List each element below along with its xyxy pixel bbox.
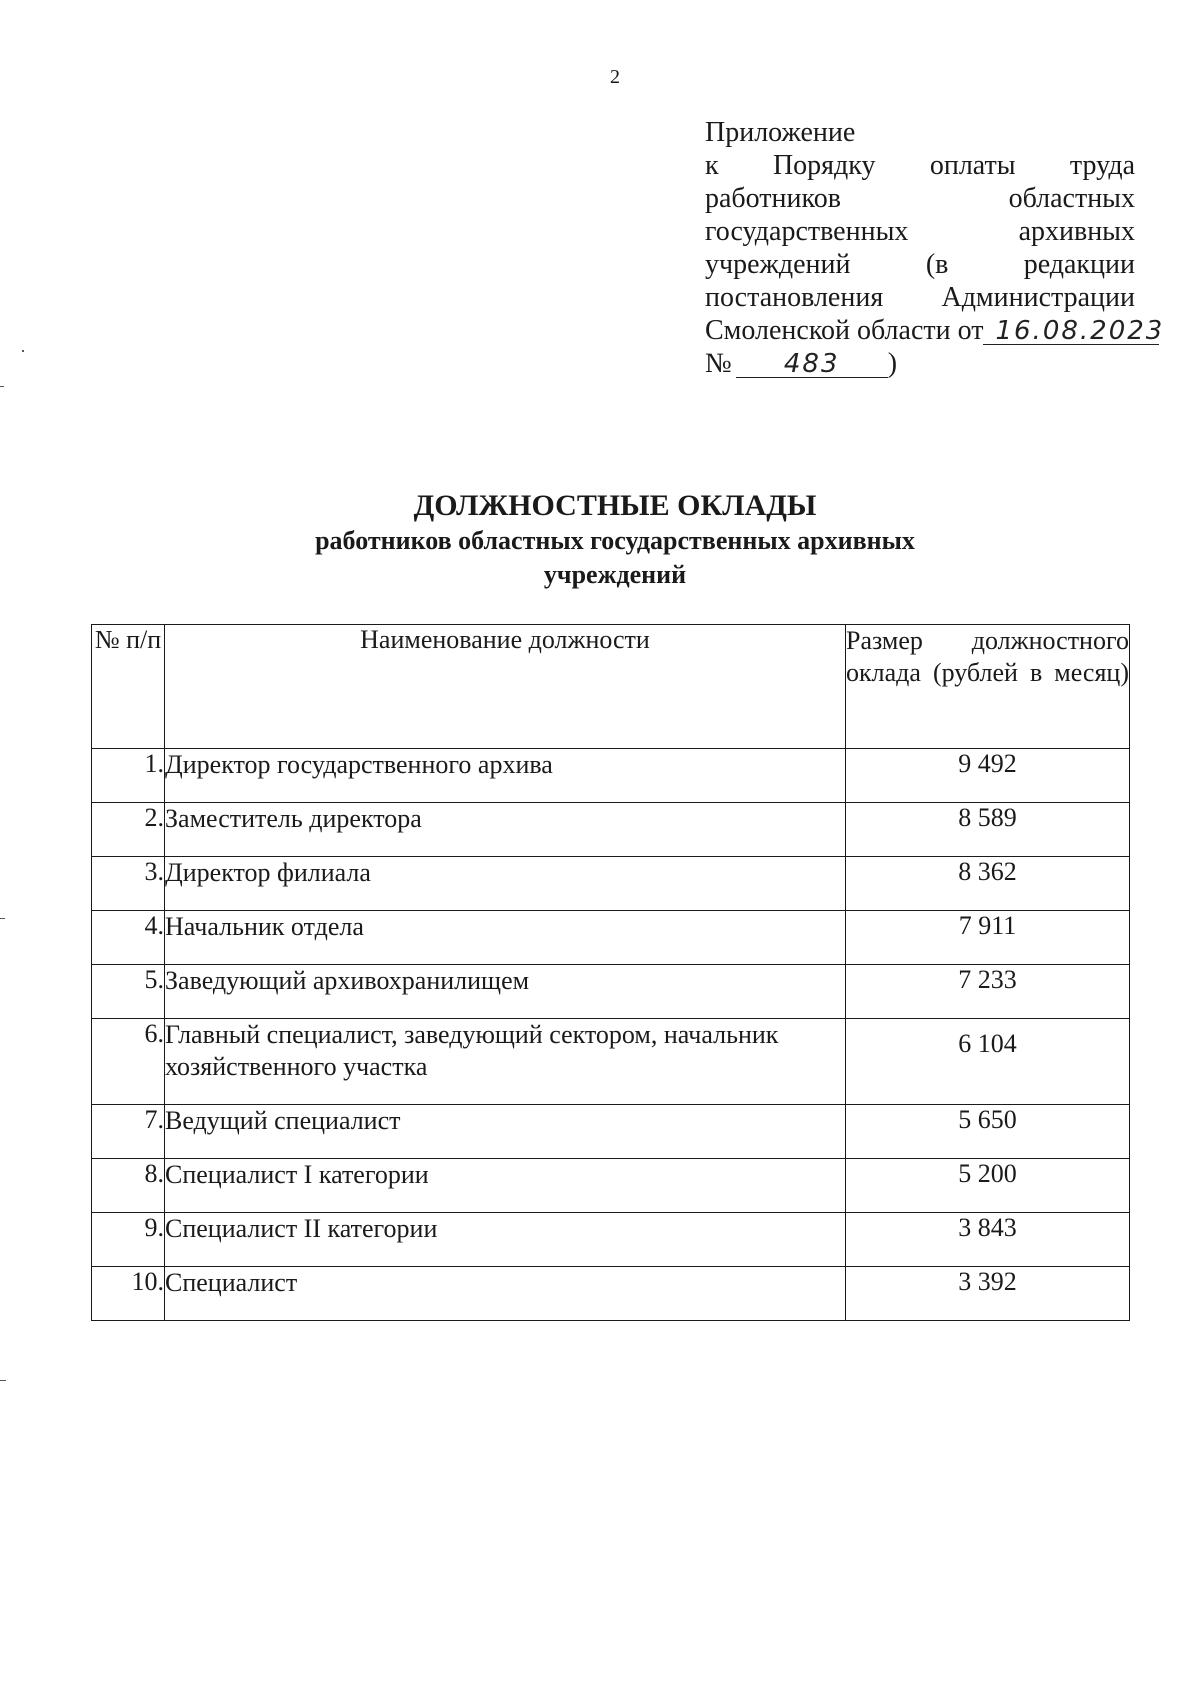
appendix-line-6 — [705, 281, 1135, 314]
appendix-word: учреждений — [705, 249, 851, 280]
appendix-word: областных — [1008, 183, 1135, 214]
row-salary: 5 200 — [846, 1159, 1130, 1213]
appendix-word: редакции — [1023, 249, 1135, 280]
title-sub-line-1: работников областных государственных архивных — [315, 526, 915, 555]
row-position: Специалист — [165, 1267, 846, 1321]
appendix-line-7 — [705, 314, 1165, 347]
scan-artifact — [0, 918, 5, 919]
row-salary: 6 104 — [846, 1019, 1130, 1105]
row-number: 8. — [92, 1159, 165, 1213]
handwritten-date: 16.08.2023 — [983, 318, 1159, 345]
row-position: Начальник отдела — [165, 911, 846, 965]
table-row — [92, 1213, 1130, 1267]
row-position: Главный специалист, заведующий сектором, начальник хозяйственного участка — [165, 1019, 846, 1105]
row-salary: 5 650 — [846, 1105, 1130, 1159]
salary-table — [91, 624, 1130, 1321]
appendix-word: государственных — [705, 216, 909, 247]
row-position: Заведующий архивохранилищем — [165, 965, 846, 1019]
table-row — [92, 1105, 1130, 1159]
appendix-word: архивных — [1018, 216, 1135, 247]
appendix-word: Администрации — [941, 282, 1135, 313]
row-salary: 8 362 — [846, 857, 1130, 911]
number-sign: № — [705, 348, 732, 379]
row-number: 2. — [92, 803, 165, 857]
row-number: 10. — [92, 1267, 165, 1321]
row-number: 5. — [92, 965, 165, 1019]
table-row — [92, 911, 1130, 965]
appendix-word: Порядку — [772, 150, 876, 181]
document-title — [0, 488, 1200, 592]
appendix-line-8 — [705, 347, 1135, 380]
appendix-line-2 — [705, 149, 1135, 182]
table-row — [92, 803, 1130, 857]
appendix-word: оплаты — [929, 150, 1016, 181]
title-sub-line-2: учреждений — [543, 560, 687, 589]
row-number: 4. — [92, 911, 165, 965]
row-position: Специалист I категории — [165, 1159, 846, 1213]
appendix-word: постановления — [705, 282, 884, 313]
appendix-line-5 — [705, 248, 1135, 281]
row-number: 6. — [92, 1019, 165, 1105]
row-salary: 7 911 — [846, 911, 1130, 965]
row-salary: 3 392 — [846, 1267, 1130, 1321]
table-row — [92, 1159, 1130, 1213]
row-position: Заместитель директора — [165, 803, 846, 857]
scan-artifact — [0, 1380, 6, 1381]
header-position: Наименование должности — [165, 625, 846, 749]
table-row — [92, 1019, 1130, 1105]
row-number: 7. — [92, 1105, 165, 1159]
row-salary: 9 492 — [846, 749, 1130, 803]
appendix-date-prefix: Смоленской области от — [705, 315, 984, 346]
appendix-word: к — [705, 150, 719, 181]
row-number: 9. — [92, 1213, 165, 1267]
number-close-paren: ) — [887, 348, 898, 379]
appendix-block — [705, 116, 1165, 380]
scan-artifact — [22, 350, 24, 352]
table-row — [92, 1267, 1130, 1321]
row-position: Ведущий специалист — [165, 1105, 846, 1159]
appendix-line-1: Приложение — [705, 117, 856, 148]
handwritten-number: 483 — [736, 351, 888, 378]
appendix-word: (в — [925, 249, 949, 280]
row-position: Директор государственного архива — [165, 749, 846, 803]
header-number: № п/п — [92, 625, 165, 749]
row-salary: 3 843 — [846, 1213, 1130, 1267]
row-salary: 7 233 — [846, 965, 1130, 1019]
header-salary: Размер должностного оклада (рублей в месяц) — [846, 625, 1130, 749]
table-row — [92, 857, 1130, 911]
appendix-word: работников — [705, 183, 841, 214]
table-row — [92, 749, 1130, 803]
page-number: 2 — [610, 66, 620, 88]
scan-artifact — [0, 386, 4, 387]
row-position: Директор филиала — [165, 857, 846, 911]
row-number: 1. — [92, 749, 165, 803]
table-row — [92, 965, 1130, 1019]
appendix-line-4 — [705, 215, 1135, 248]
appendix-word: труда — [1069, 150, 1135, 181]
row-position: Специалист II категории — [165, 1213, 846, 1267]
row-number: 3. — [92, 857, 165, 911]
appendix-line-3 — [705, 182, 1135, 215]
table-header-row — [92, 625, 1130, 749]
title-main: ДОЛЖНОСТНЫЕ ОКЛАДЫ — [413, 489, 817, 522]
row-salary: 8 589 — [846, 803, 1130, 857]
